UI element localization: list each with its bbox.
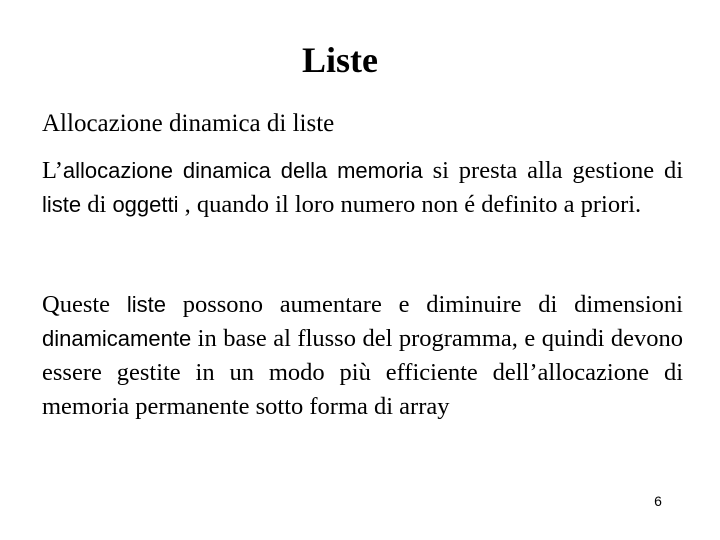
para1-highlight-dynamic-allocation: allocazione dinamica della memoria — [62, 158, 423, 183]
slide-subtitle: Allocazione dinamica di liste — [42, 110, 335, 137]
para1-highlight-objects: oggetti — [112, 192, 179, 217]
para2-highlight-lists: liste — [126, 292, 166, 317]
paragraph-allocation — [42, 154, 683, 222]
para1-text-1: L’ — [42, 157, 63, 184]
page-number: 6 — [654, 493, 662, 509]
paragraph-lists — [42, 288, 683, 424]
para1-text-3: di — [81, 191, 113, 218]
para1-text-2: si presta alla gestione di — [422, 157, 684, 184]
para2-text-1: Queste — [42, 291, 127, 318]
para1-text-4: , quando il loro numero non é definito a priori. — [178, 191, 642, 218]
para2-highlight-dynamically: dinamicamente — [42, 326, 192, 351]
slide-title: Liste — [302, 40, 378, 80]
para2-text-3: in base al flusso del programma, e quindi devono essere gestite in un modo più efficiente dell’allocazione di memoria permanente sotto forma di array — [42, 325, 683, 420]
para2-text-2: possono aumentare e diminuire di dimensioni — [165, 291, 683, 318]
para1-highlight-lists: liste — [42, 192, 82, 217]
